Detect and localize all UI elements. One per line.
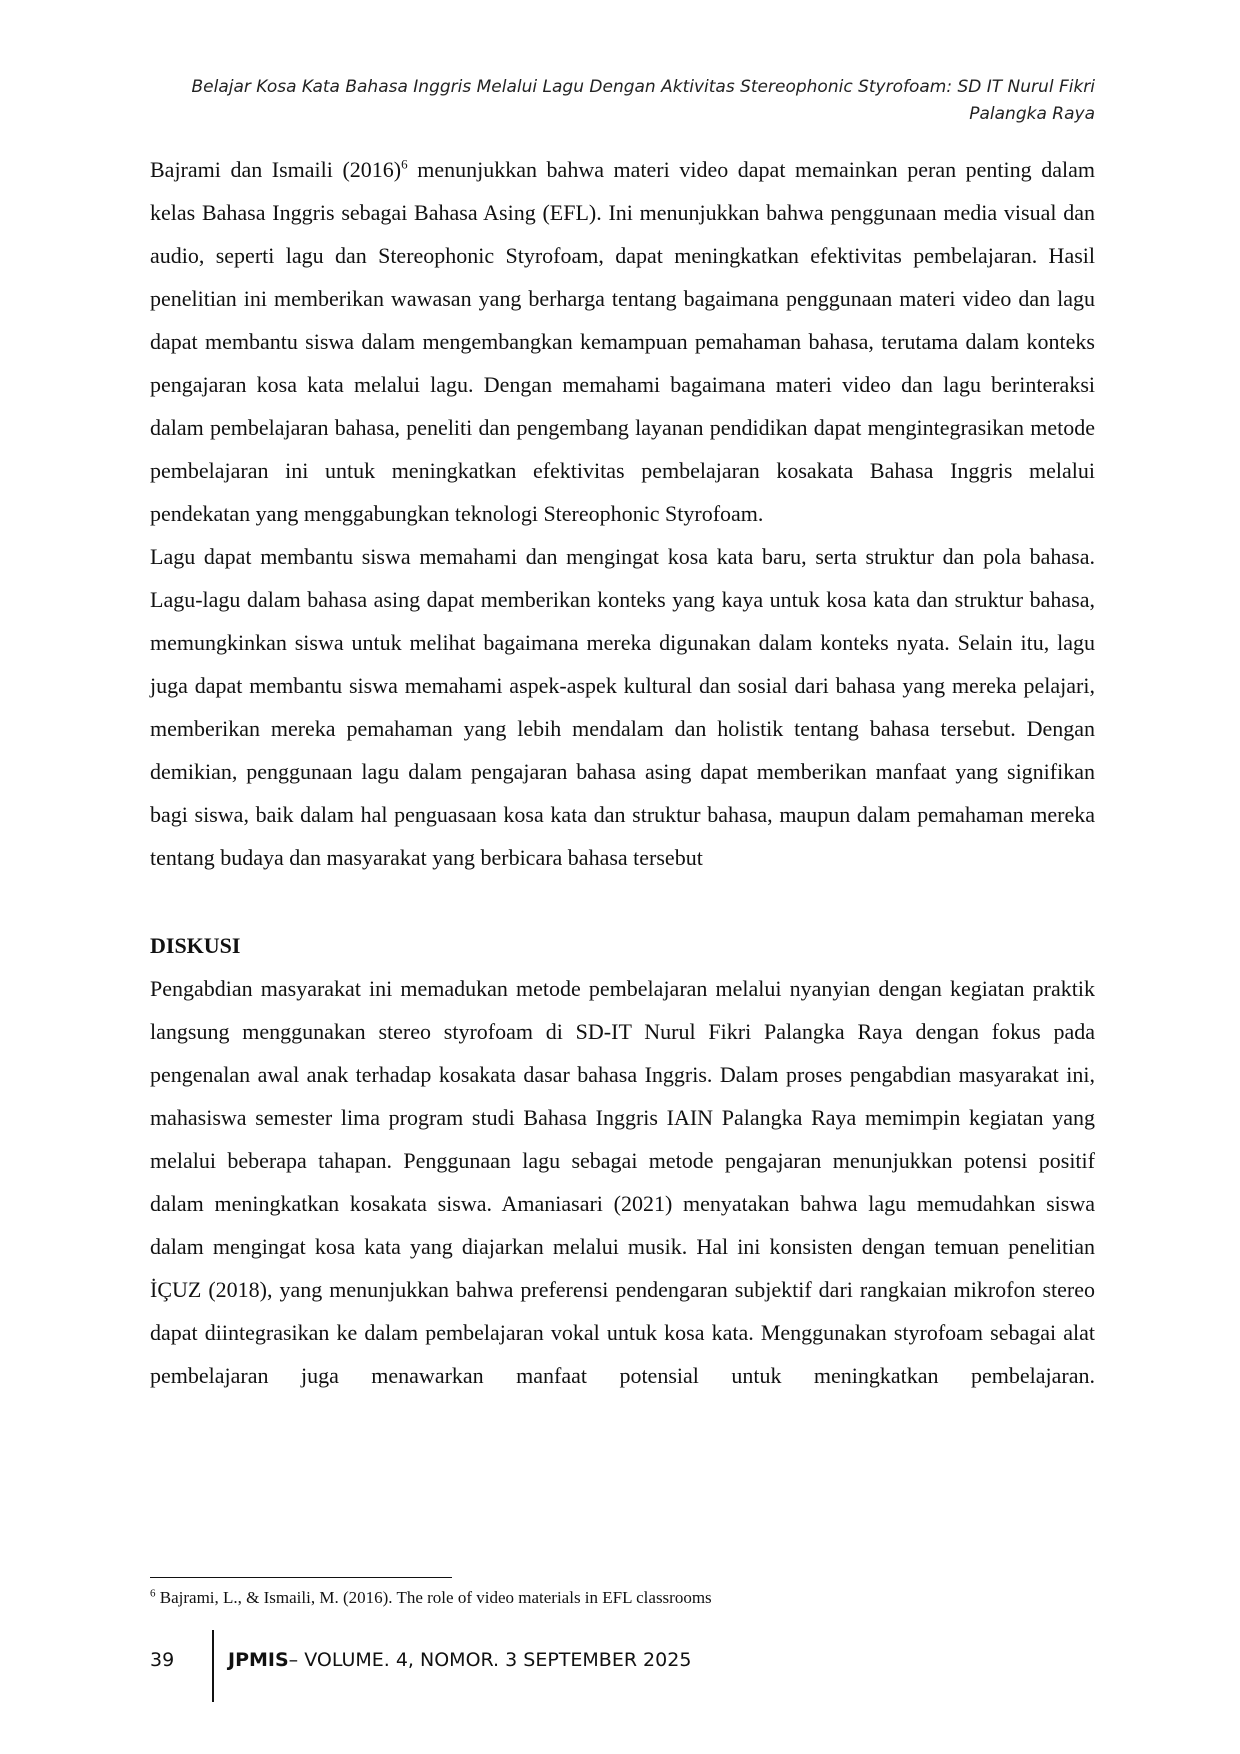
running-header-line-2: Palangka Raya <box>969 104 1095 124</box>
paragraph-3: Pengabdian masyarakat ini memadukan metode pembelajaran melalui nyanyian dengan kegiatan praktik langsung menggunakan stereo styrofoam di SD-IT Nurul Fikri Palangka Raya dengan fokus pada pengenalan awal anak terhadap kosakata dasar bahasa Inggris. Dalam proses pengabdian masyarakat ini, mahasiswa semester lima program studi Bahasa Inggris IAIN Palangka Raya memimpin kegiatan yang melalui beberapa tahapan. Penggunaan lagu sebagai metode pengajaran menunjukkan potensi positif dalam meningkatkan kosakata siswa. Amaniasari (2021) menyatakan bahwa lagu memudahkan siswa dalam mengingat kosa kata yang diajarkan melalui musik. Hal ini konsisten dengan temuan penelitian İÇUZ (2018), yang menunjukkan bahwa preferensi pendengaran subjektif dari rangkaian mikrofon stereo dapat diintegrasikan ke dalam pembelajaran vokal untuk kosa kata. Menggunakan styrofoam sebagai alat pembelajaran juga menawarkan manfaat potensial untuk meningkatkan pembelajaran. <box>150 976 1095 1388</box>
journal-name: JPMIS <box>228 1649 289 1671</box>
article-body <box>150 148 1095 1397</box>
paragraph-1-rest: menunjukkan bahwa materi video dapat memainkan peran penting dalam kelas Bahasa Inggris sebagai Bahasa Asing (EFL). Ini menunjukkan bahwa penggunaan media visual dan audio, seperti lagu dan Stereophonic Styrofoam, dapat meningkatkan efektivitas pembelajaran. Hasil penelitian ini memberikan wawasan yang berharga tentang bagaimana penggunaan materi video dan lagu dapat membantu siswa dalam mengembangkan kemampuan pemahaman bahasa, terutama dalam konteks pengajaran kosa kata melalui lagu. Dengan memahami bagaimana materi video dan lagu berinteraksi dalam pembelajaran bahasa, peneliti dan pengembang layanan pendidikan dapat mengintegrasikan metode pembelajaran ini untuk meningkatkan efektivitas pembelajaran kosakata Bahasa Inggris melalui pendekatan yang menggabungkan teknologi Stereophonic Styrofoam. <box>150 157 1095 526</box>
paragraph-1 <box>150 148 1095 535</box>
page-number: 39 <box>150 1649 175 1671</box>
footnote-divider <box>150 1577 452 1578</box>
footnote-6 <box>150 1586 1095 1610</box>
footer-divider <box>212 1630 214 1702</box>
footnote-text: Bajrami, L., & Ismaili, M. (2016). The role of video materials in EFL classrooms <box>155 1588 712 1607</box>
footnote-number: 6 <box>150 1587 156 1600</box>
footnote-ref-6: 6 <box>401 156 408 172</box>
journal-volume: – VOLUME. 4, NOMOR. 3 SEPTEMBER 2025 <box>288 1649 692 1671</box>
paragraph-2: Lagu dapat membantu siswa memahami dan mengingat kosa kata baru, serta struktur dan pola bahasa. Lagu-lagu dalam bahasa asing dapat memberikan konteks yang kaya untuk kosa kata dan struktur bahasa, memungkinkan siswa untuk melihat bagaimana mereka digunakan dalam konteks nyata. Selain itu, lagu juga dapat membantu siswa memahami aspek-aspek kultural dan sosial dari bahasa yang mereka pelajari, memberikan mereka pemahaman yang lebih mendalam dan holistik tentang bahasa tersebut. Dengan demikian, penggunaan lagu dalam pengajaran bahasa asing dapat memberikan manfaat yang signifikan bagi siswa, baik dalam hal penguasaan kosa kata dan struktur bahasa, maupun dalam pemahaman mereka tentang budaya dan masyarakat yang berbicara bahasa tersebut <box>150 544 1095 870</box>
paragraph-1-start: Bajrami dan Ismaili (2016) <box>150 157 402 182</box>
running-header-line-1: Belajar Kosa Kata Bahasa Inggris Melalui Lagu Dengan Aktivitas Stereophonic Styrofoam: SD IT Nurul Fikri <box>191 77 1095 97</box>
footer-journal-info <box>228 1647 691 1673</box>
running-header <box>135 74 1095 128</box>
section-heading-diskusi: DISKUSI <box>150 933 241 958</box>
